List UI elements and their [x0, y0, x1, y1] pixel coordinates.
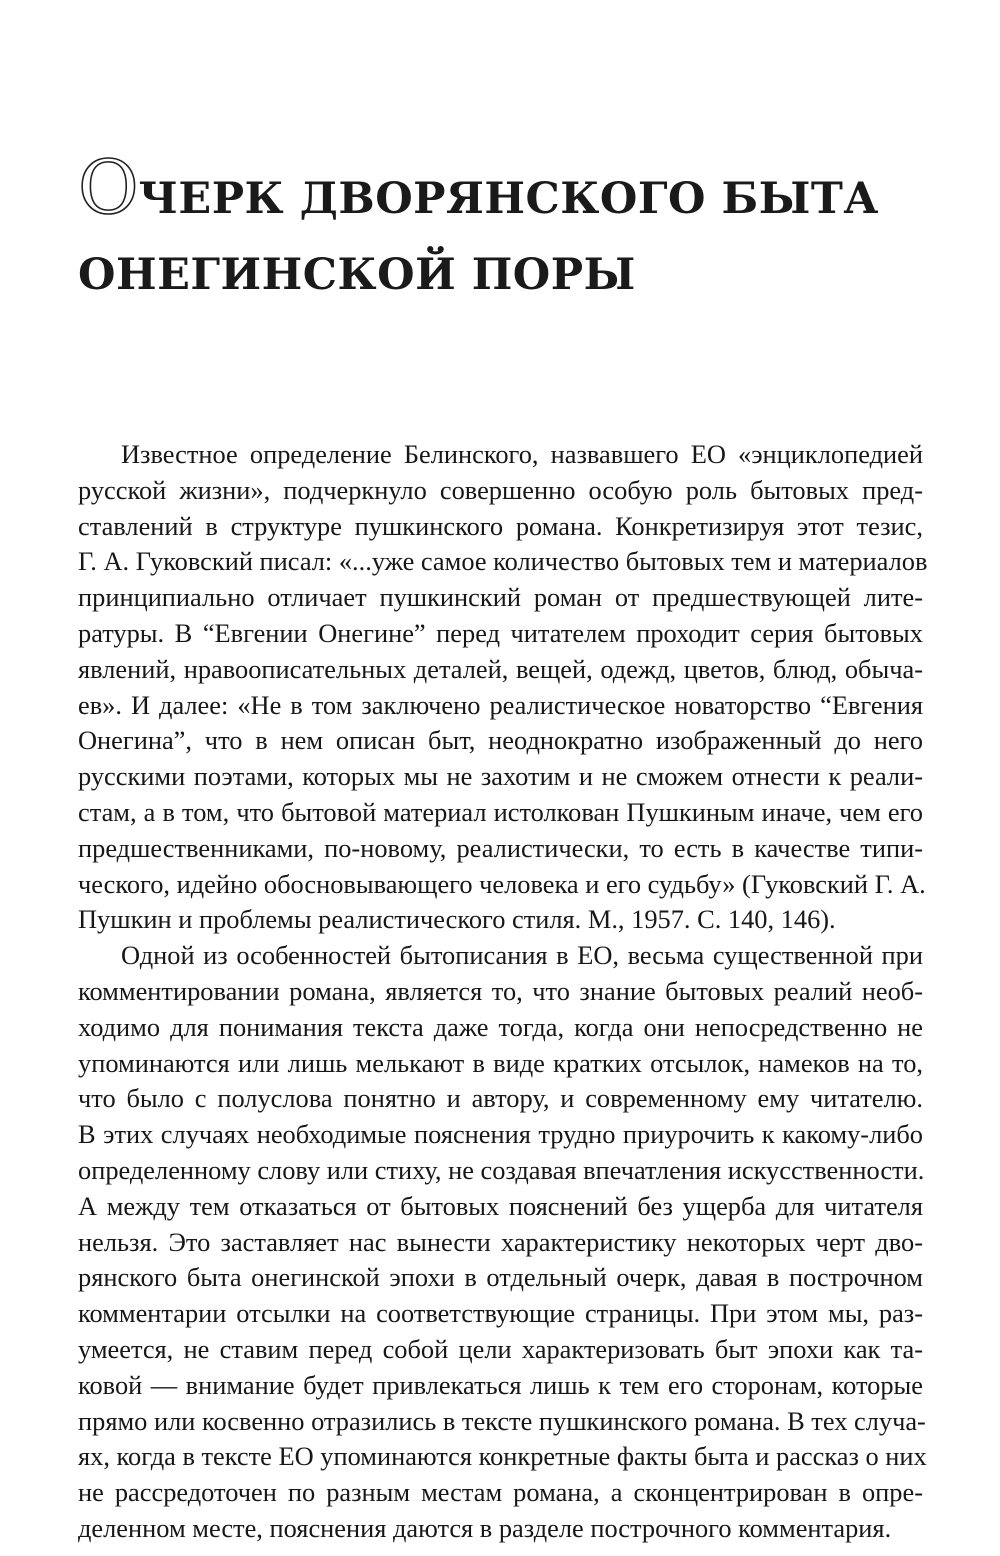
text-line: А между тем отказаться от бытовых пояснений без ущерба для читателя: [78, 1190, 923, 1221]
text-line: В этих случаях необходимые пояснения трудно приурочить к какому-либо: [78, 1119, 923, 1150]
paragraph-1: [78, 437, 928, 938]
chapter-title-line-2: ОНЕГИНСКОЙ ПОРЫ: [78, 250, 636, 300]
text-line: предшественниками, по-новому, реалистически, то есть в качестве типи-: [78, 832, 923, 863]
text-line: ях, когда в тексте ЕО упоминаются конкретные факты быта и рассказ о них: [78, 1441, 927, 1472]
text-line: Пушкин и проблемы реалистического стиля. М., 1957. С. 140, 146).: [78, 904, 836, 935]
chapter-title-line-1-text: ЧЕРК ДВОРЯНСКОГО БЫТА: [138, 174, 879, 224]
text-line: комментировании романа, является то, что знание бытовых реалий необ-: [78, 975, 923, 1006]
text-line: Онегина”, что в нем описан быт, неоднократно изображенный до него: [78, 725, 923, 756]
text-line: нельзя. Это заставляет нас вынести характеристику некоторых черт дво-: [78, 1226, 923, 1257]
text-line: принципиально отличает пушкинский роман от предшествующей лите-: [78, 582, 923, 613]
text-line: комментарии отсылки на соответствующие страницы. При этом мы, раз-: [78, 1298, 923, 1329]
text-line: рянского быта онегинской эпохи в отдельный очерк, давая в построчном: [78, 1262, 923, 1293]
text-line: ратуры. В “Евгении Онегине” перед читателем проходит серия бытовых: [78, 617, 923, 648]
text-line: ходимо для понимания текста даже тогда, когда они непосредственно не: [78, 1011, 923, 1042]
text-line: русскими поэтами, которых мы не захотим и не сможем отнести к реали-: [78, 761, 923, 792]
paragraph-2: [78, 938, 927, 1547]
text-line: ковой — внимание будет привлекаться лишь к тем его сторонам, которые: [78, 1369, 923, 1400]
text-line: явлений, нравоописательных деталей, вещей, одежд, цветов, блюд, обыча-: [78, 653, 923, 684]
drop-cap: О: [78, 145, 139, 231]
text-line: Одной из особенностей бытописания в ЕО, весьма существенной при: [121, 940, 923, 971]
text-line: упоминаются или лишь мелькают в виде кратких отсылок, намеков на то,: [78, 1047, 923, 1078]
text-line: что было с полуслова понятно и автору, и современному ему читателю.: [78, 1083, 923, 1114]
text-line: определенному слову или стиху, не создавая впечатления искусственности.: [78, 1154, 925, 1185]
text-line: деленном месте, пояснения даются в разделе построчного комментария.: [78, 1512, 892, 1543]
text-line: Известное определение Белинского, назвавшего ЕО «энциклопедией: [121, 439, 923, 469]
body-text: [78, 437, 928, 1547]
text-line: Г. А. Гуковский писал: «...уже самое количество бытовых тем и материалов: [78, 546, 928, 577]
text-line: не рассредоточен по разным местам романа, а сконцентрирован в опре-: [78, 1477, 923, 1508]
text-line: русской жизни», подчеркнуло совершенно особую роль бытовых пред-: [78, 474, 923, 505]
text-line: стам, а в том, что бытовой материал истолкован Пушкиным иначе, чем его: [78, 796, 923, 827]
chapter-title-line-1: [78, 145, 938, 237]
text-line: умеется, не ставим перед собой цели характеризовать быт эпохи как та-: [78, 1333, 923, 1364]
text-line: ставлений в структуре пушкинского романа. Конкретизируя этот тезис,: [78, 510, 923, 541]
text-line: ческого, идейно обосновывающего человека и его судьбу» (Гуковский Г. А.: [78, 868, 926, 899]
text-line: прямо или косвенно отразились в тексте пушкинского романа. В тех случа-: [78, 1405, 926, 1436]
text-line: ев». И далее: «Не в том заключено реалистическое новаторство “Евгения: [78, 689, 923, 720]
chapter-title: [78, 145, 938, 313]
